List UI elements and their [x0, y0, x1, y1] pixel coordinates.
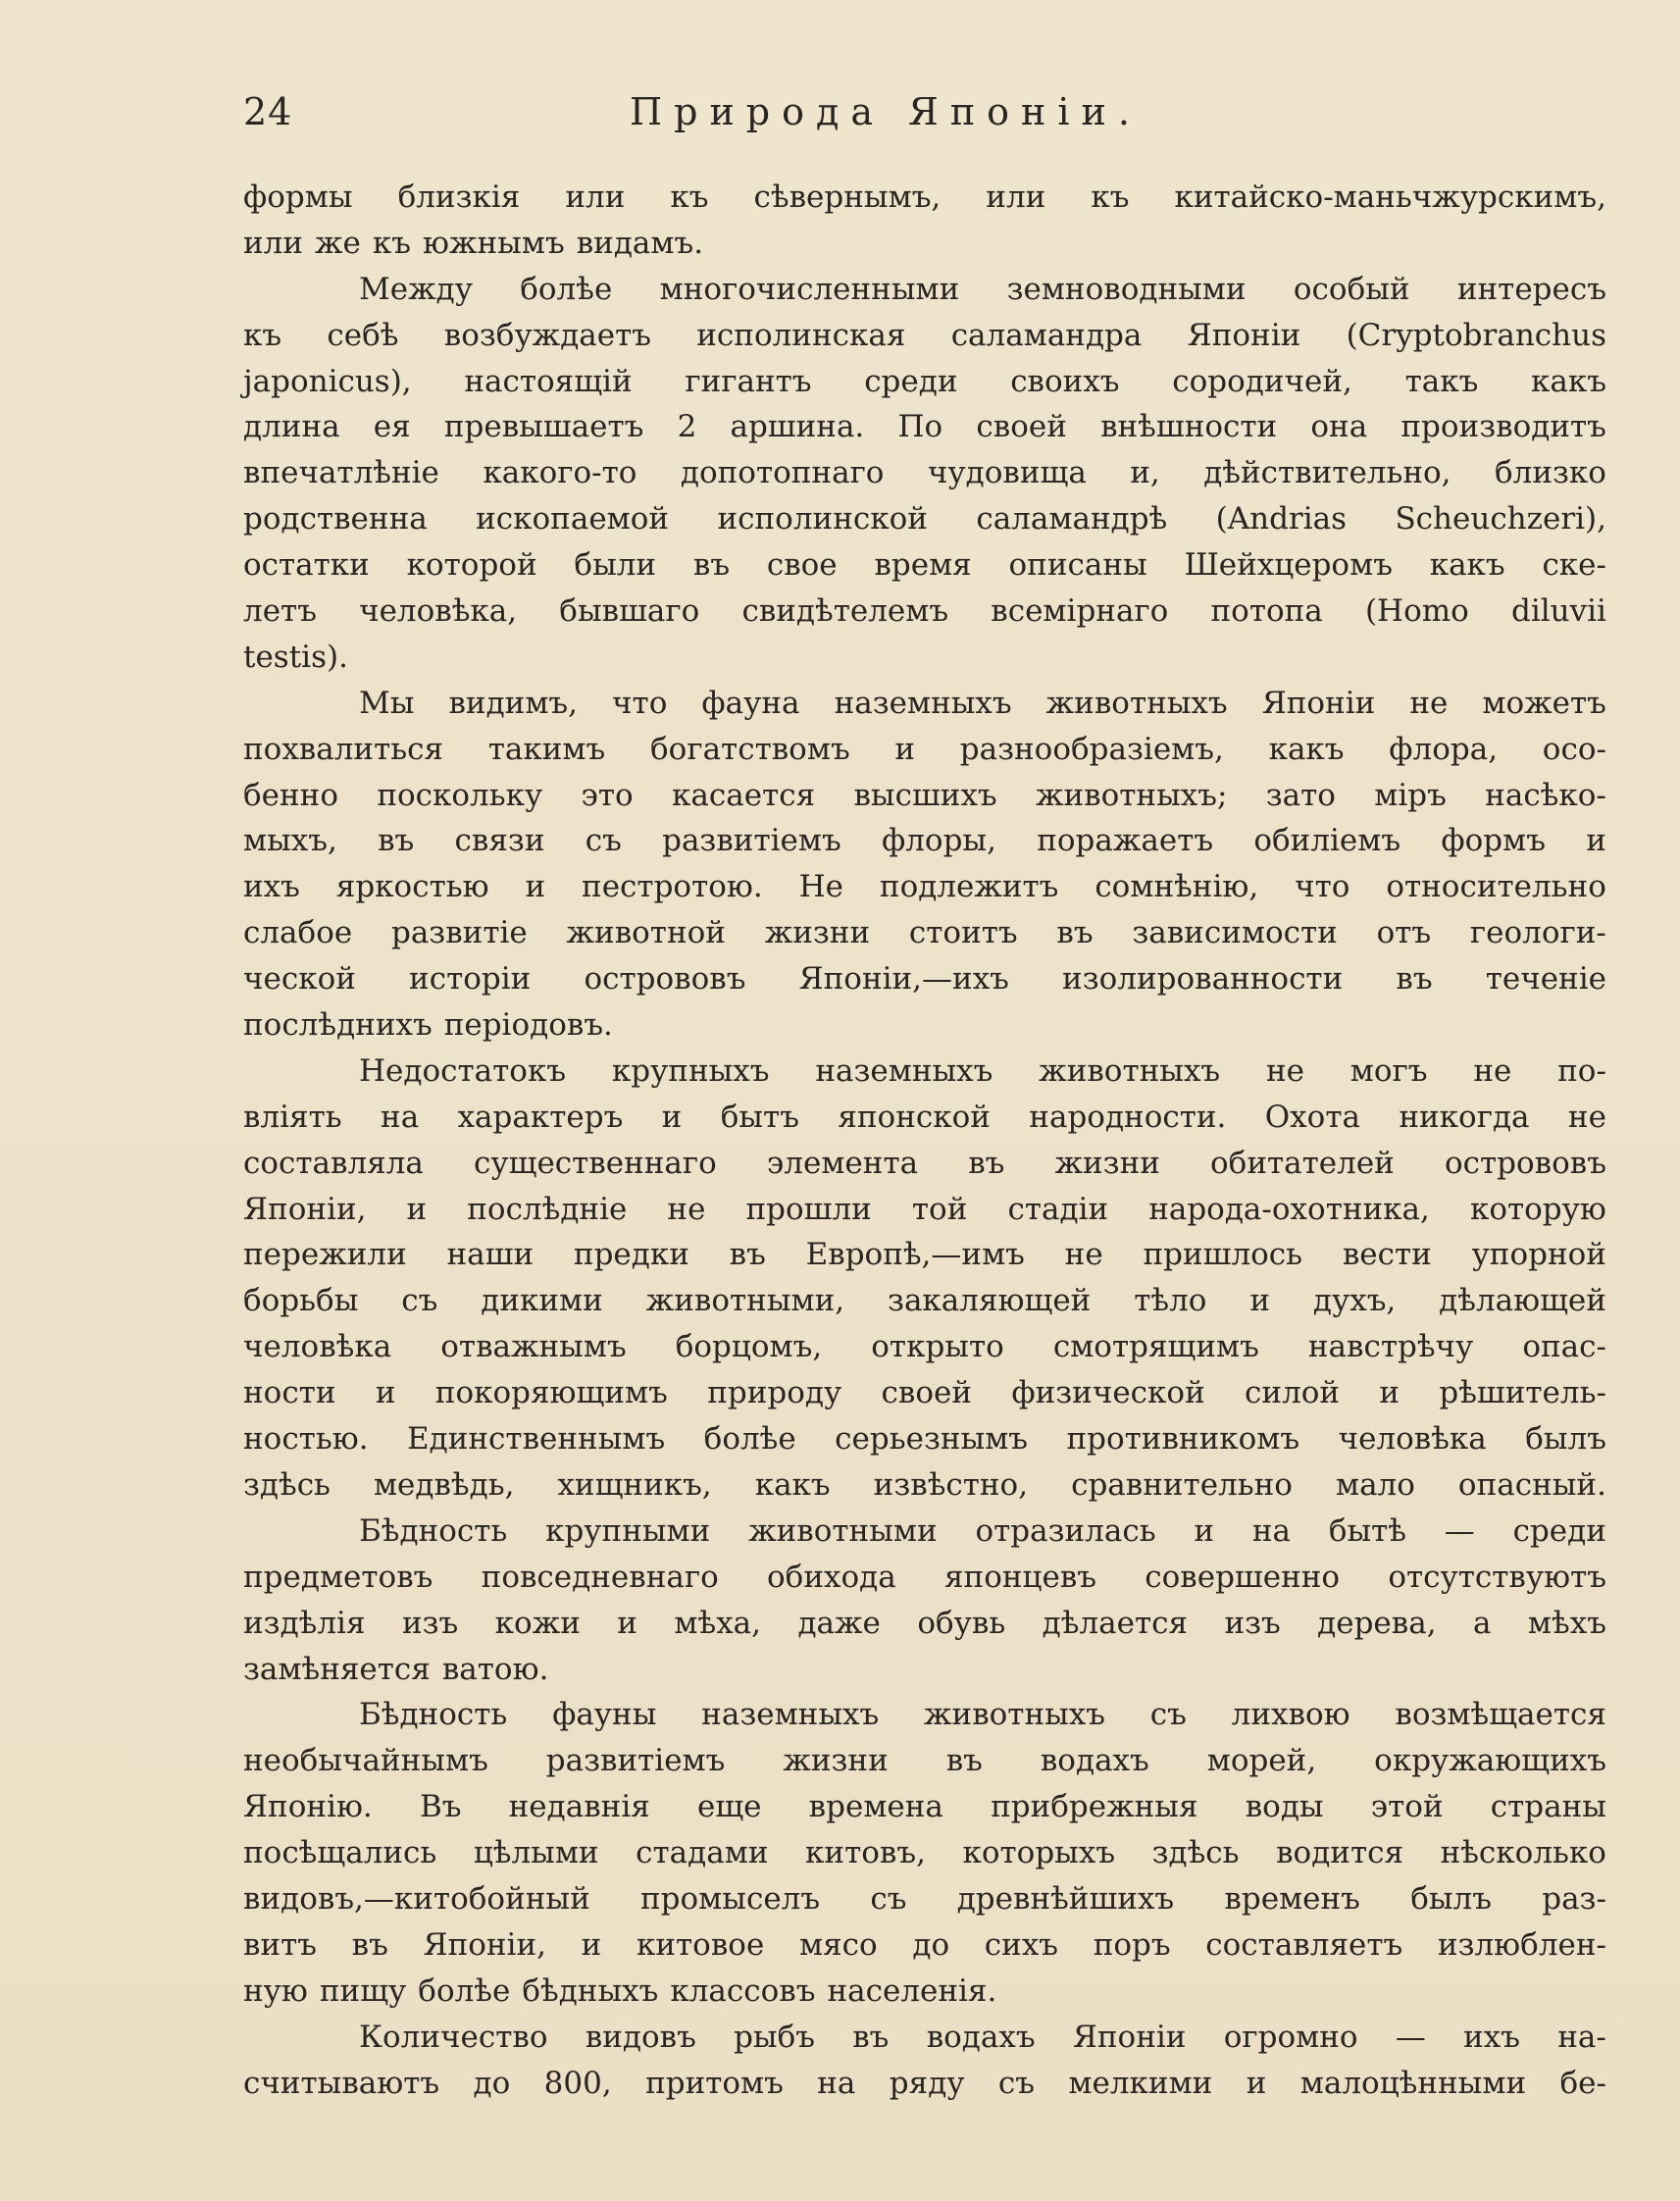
text-line: считываютъ до 800, притомъ на ряду съ мелкими и малоцѣнными бе- [243, 2065, 1606, 2101]
text-line: предметовъ повседневнаго обихода японцевъ совершенно отсутствуютъ [243, 1559, 1606, 1595]
text-line: летъ человѣка, бывшаго свидѣтелемъ всемірнаго потопа (Homo diluvii [243, 593, 1606, 630]
text-line: Бѣдность крупными животными отразилась и на бытѣ — среди [359, 1512, 1606, 1549]
text-line: japonicus), настоящій гигантъ среди своихъ сородичей, такъ какъ [243, 363, 1606, 399]
text-line: Количество видовъ рыбъ въ водахъ Японіи огромно — ихъ на- [359, 2019, 1606, 2055]
text-line: остатки которой были въ свое время описаны Шейхцеромъ какъ ске- [243, 547, 1606, 584]
body-text [243, 175, 1606, 2106]
text-line: testis). [243, 639, 348, 675]
text-line: длина ея превышаетъ 2 аршина. По своей внѣшности она производитъ [243, 409, 1606, 445]
text-line: здѣсь медвѣдь, хищникъ, какъ извѣстно, сравнительно мало опасный. [243, 1466, 1606, 1503]
text-line: издѣлія изъ кожи и мѣха, даже обувь дѣлается изъ дерева, а мѣхъ [243, 1605, 1606, 1641]
text-line: витъ въ Японіи, и китовое мясо до сихъ поръ составляетъ излюблен- [243, 1926, 1606, 1963]
running-title: Природа Японіи. [630, 90, 1142, 133]
text-line: Мы видимъ, что фауна наземныхъ животныхъ Японіи не можетъ [359, 685, 1606, 721]
text-line: ности и покоряющимъ природу своей физической силой и рѣшитель- [243, 1375, 1606, 1411]
text-line: Бѣдность фауны наземныхъ животныхъ съ лихвою возмѣщается [359, 1697, 1606, 1733]
text-line: послѣднихъ періодовъ. [243, 1007, 613, 1044]
text-line: Между болѣе многочисленными земноводными особый интересъ [359, 271, 1606, 307]
text-line: похвалиться такимъ богатствомъ и разнообразіемъ, какъ флора, осо- [243, 731, 1606, 767]
text-line: замѣняется ватою. [243, 1651, 549, 1687]
text-line: родственна ископаемой исполинской саламандрѣ (Andrias Scheuchzeri), [243, 501, 1606, 537]
page-header [243, 90, 1606, 139]
text-line: видовъ,—китобойный промыселъ съ древнѣйшихъ временъ былъ раз- [243, 1880, 1606, 1917]
text-line: Недостатокъ крупныхъ наземныхъ животныхъ не могъ не по- [359, 1052, 1606, 1089]
text-line: ихъ яркостью и пестротою. Не подлежитъ сомнѣнію, что относительно [243, 869, 1606, 905]
text-line: составляла существеннаго элемента въ жизни обитателей острововъ [243, 1145, 1606, 1181]
text-line: пережили наши предки въ Европѣ,—имъ не пришлось вести упорной [243, 1237, 1606, 1273]
text-line: или же къ южнымъ видамъ. [243, 225, 704, 261]
text-line: ностью. Единственнымъ болѣе серьезнымъ противникомъ человѣка былъ [243, 1421, 1606, 1458]
text-line: къ себѣ возбуждаетъ исполинская саламандра Японіи (Cryptobranchus [243, 317, 1606, 353]
page-number: 24 [243, 90, 293, 133]
text-line: борьбы съ дикими животными, закаляющей тѣло и духъ, дѣлающей [243, 1283, 1606, 1319]
text-line: Японіи, и послѣдніе не прошли той стадіи народа-охотника, которую [243, 1191, 1606, 1227]
text-line: слабое развитіе животной жизни стоитъ въ зависимости отъ геологи- [243, 915, 1606, 951]
text-line: вліять на характеръ и бытъ японской народности. Охота никогда не [243, 1099, 1606, 1135]
text-line: мыхъ, въ связи съ развитіемъ флоры, поражаетъ обиліемъ формъ и [243, 823, 1606, 859]
text-line: необычайнымъ развитіемъ жизни въ водахъ морей, окружающихъ [243, 1743, 1606, 1779]
text-line: ную пищу болѣе бѣдныхъ классовъ населенія. [243, 1972, 997, 2009]
text-line: формы близкія или къ сѣвернымъ, или къ китайско-маньчжурскимъ, [243, 179, 1606, 215]
text-line: впечатлѣніе какого-то допотопнаго чудовища и, дѣйствительно, близко [243, 455, 1606, 491]
text-line: Японію. Въ недавнія еще времена прибрежныя воды этой страны [243, 1789, 1606, 1825]
text-line: человѣка отважнымъ борцомъ, открыто смотрящимъ навстрѣчу опас- [243, 1329, 1606, 1365]
text-line: ческой исторіи острововъ Японіи,—ихъ изолированности въ теченіе [243, 961, 1606, 998]
text-line: посѣщались цѣлыми стадами китовъ, которыхъ здѣсь водится нѣсколько [243, 1835, 1606, 1871]
text-line: бенно поскольку это касается высшихъ животныхъ; зато міръ насѣко- [243, 777, 1606, 813]
